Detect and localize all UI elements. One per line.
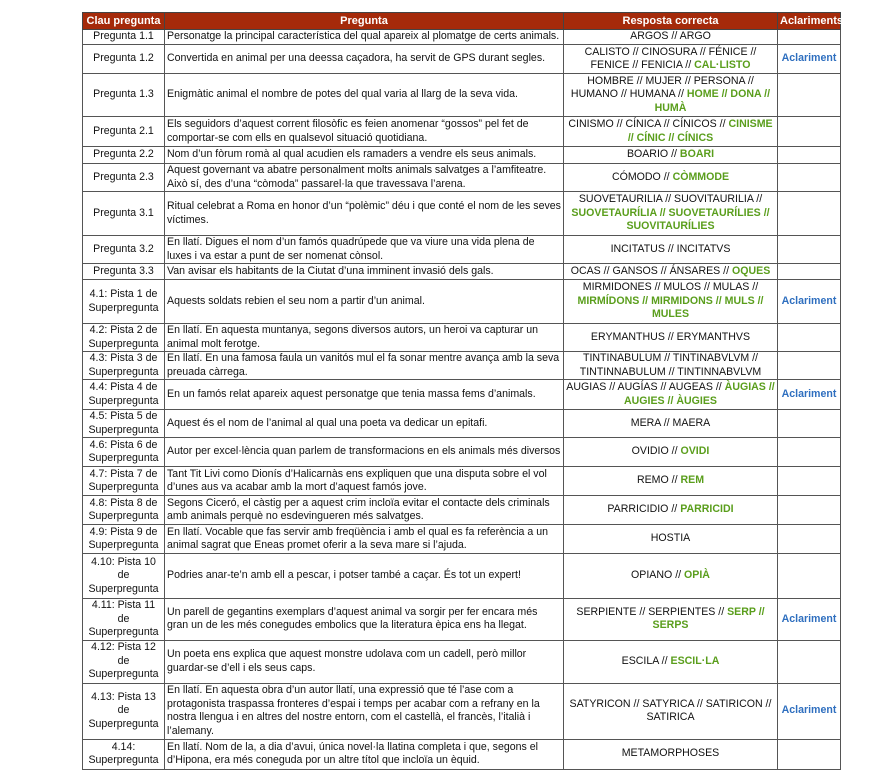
accepted-answer-text: REM	[680, 474, 705, 487]
answer-cell	[564, 467, 778, 496]
header-question: Pregunta	[165, 13, 564, 30]
answer-text: AUGIAS // AUGÍAS // AUGEAS //	[566, 381, 725, 393]
question-key: 4.2: Pista 2 de Superpregunta	[83, 324, 165, 352]
answer-cell	[564, 599, 778, 641]
notes-cell	[778, 683, 841, 739]
question-key: 4.12: Pista 12 de Superpregunta	[83, 640, 165, 683]
notes-cell	[778, 30, 841, 45]
notes-cell	[778, 147, 841, 164]
answer-text: SUOVETAURILIA // SUOVITAURILIA //	[578, 193, 763, 206]
question-text: Un parell de gegantins exemplars d’aquest animal va sorgir per fer encara més gran un de les més conegudes embolics que la literatura èpica ens ha llegat.	[165, 599, 564, 641]
answer-text: HOSTIA	[650, 532, 691, 545]
answer-cell	[564, 147, 778, 164]
question-text: En llatí. En aquesta muntanya, segons diversos autors, un heroi va capturar un animal molt ferotge.	[165, 324, 564, 352]
notes-cell	[778, 496, 841, 525]
question-text: En llatí. En aquesta obra d’un autor llatí, una expressió que té l’ase com a protagonista traspassa fronteres d’espai i temps per acabar com a refrany en la nostra llengua i en altres del nostre entorn, com el castellà, el francès, l’italià i l’alemany.	[165, 683, 564, 739]
answer-cell	[564, 525, 778, 554]
notes-cell	[778, 739, 841, 769]
aclariment-link[interactable]: Aclariment	[781, 52, 837, 65]
question-text: Aquests soldats rebien el seu nom a partir d’un animal.	[165, 280, 564, 324]
table-row	[83, 74, 841, 117]
answer-cell	[564, 45, 778, 74]
notes-cell	[778, 45, 841, 74]
table-row	[83, 30, 841, 45]
answer-cell	[564, 352, 778, 380]
table-row	[83, 264, 841, 280]
question-text: En llatí. En una famosa faula un vanitós mul el fa sonar mentre avança amb la seva preuada càrrega.	[165, 352, 564, 380]
aclariment-link[interactable]: Aclariment	[781, 612, 837, 625]
answer-text: MIRMIDONES // MULOS // MULAS //	[582, 281, 759, 294]
question-text: Enigmàtic animal el nombre de potes del qual varia al llarg de la seva vida.	[165, 74, 564, 117]
question-key: Pregunta 3.2	[83, 236, 165, 264]
table-row	[83, 117, 841, 147]
question-text: En un famós relat apareix aquest personatge que tenia massa fems d’animals.	[165, 380, 564, 410]
answer-text: MERA // MAERA	[630, 416, 711, 429]
accepted-answer-text: OVIDI	[680, 445, 710, 458]
table-row	[83, 410, 841, 438]
question-key: 4.10: Pista 10 de Superpregunta	[83, 554, 165, 599]
answer-cell	[564, 554, 778, 599]
notes-cell	[778, 164, 841, 192]
question-key: 4.3: Pista 3 de Superpregunta	[83, 352, 165, 380]
question-text: Aquest governant va abatre personalment molts animals salvatges a l’amfiteatre. Això sí, des d’una “còmoda” passarel·la que travessava l’arena.	[165, 164, 564, 192]
question-key: Pregunta 1.2	[83, 45, 165, 74]
answer-cell	[564, 30, 778, 45]
accepted-answer-text: CAL·LISTO	[694, 59, 751, 71]
question-text: Personatge la principal característica del qual apareix al plomatge de certs animals.	[165, 30, 564, 45]
answer-text: METAMORPHOSES	[621, 747, 720, 760]
table-row	[83, 554, 841, 599]
answer-text: CALISTO // CINOSURA // FÉNICE // FENICE // FENICIA //	[584, 45, 757, 71]
question-key: 4.5: Pista 5 de Superpregunta	[83, 410, 165, 438]
notes-cell	[778, 640, 841, 683]
table-row	[83, 467, 841, 496]
notes-cell	[778, 280, 841, 324]
table-row	[83, 280, 841, 324]
answer-cell	[564, 74, 778, 117]
question-text: En llatí. Digues el nom d’un famós quadrúpede que va viure una vida plena de luxes i va estar a punt de ser nomenat cònsol.	[165, 236, 564, 264]
question-key: Pregunta 2.2	[83, 147, 165, 164]
question-key: 4.4: Pista 4 de Superpregunta	[83, 380, 165, 410]
question-key: 4.7: Pista 7 de Superpregunta	[83, 467, 165, 496]
accepted-answer-text: OPIÀ	[684, 569, 710, 582]
question-text: Aquest és el nom de l’animal al qual una poeta va dedicar un epitafi.	[165, 410, 564, 438]
question-key: 4.9: Pista 9 de Superpregunta	[83, 525, 165, 554]
table-row	[83, 45, 841, 74]
answer-text: ESCILA //	[621, 654, 671, 667]
answer-cell	[564, 739, 778, 769]
question-key: 4.8: Pista 8 de Superpregunta	[83, 496, 165, 525]
answer-cell	[564, 380, 778, 410]
answer-text: ARGOS // ARGO	[630, 30, 711, 43]
notes-cell	[778, 467, 841, 496]
table-row	[83, 739, 841, 769]
notes-cell	[778, 380, 841, 410]
answer-text: INCITATUS // INCITATVS	[610, 242, 731, 255]
table-row	[83, 496, 841, 525]
header-notes: Aclariments	[778, 13, 841, 30]
question-text: Podries anar-te’n amb ell a pescar, i potser també a caçar. És tot un expert!	[165, 554, 564, 599]
notes-cell	[778, 438, 841, 467]
question-key: 4.1: Pista 1 de Superpregunta	[83, 280, 165, 324]
table-row	[83, 352, 841, 380]
question-text: Autor per excel·lència quan parlem de transformacions en els animals més diversos	[165, 438, 564, 467]
question-text: En llatí. Vocable que fas servir amb freqüència i amb el qual es fa referència a un animal sagrat que Eneas promet oferir a la seva mare si l’ajuda.	[165, 525, 564, 554]
question-key: 4.14: Superpregunta	[83, 739, 165, 769]
answer-text: ERYMANTHUS // ERYMANTHVS	[590, 330, 751, 343]
question-text: Nom d’un fòrum romà al qual acudien els ramaders a vendre els seus animals.	[165, 147, 564, 164]
answer-cell	[564, 164, 778, 192]
accepted-answer-text: ÀUGIAS // AUGIES // ÀUGIES	[623, 381, 775, 407]
accepted-answer-text: CINISME // CÍNIC // CÍNICS	[627, 118, 773, 144]
question-key: Pregunta 3.3	[83, 264, 165, 280]
notes-cell	[778, 525, 841, 554]
table-row	[83, 164, 841, 192]
accepted-answer-text: PARRICIDI	[680, 503, 734, 516]
answer-cell	[564, 117, 778, 147]
table-row	[83, 683, 841, 739]
accepted-answer-text: OQUES	[732, 264, 771, 277]
question-text: Un poeta ens explica que aquest monstre udolava com un cadell, però millor guardar-se d’ell i els seus caps.	[165, 640, 564, 683]
answer-text: OCAS // GANSOS // ÁNSARES //	[570, 264, 733, 277]
header-key: Clau pregunta	[83, 13, 165, 30]
notes-cell	[778, 74, 841, 117]
answers-table	[82, 12, 841, 770]
aclariment-link[interactable]: Aclariment	[781, 704, 837, 717]
answer-text: CÓMODO //	[611, 170, 673, 183]
table-row	[83, 599, 841, 641]
notes-cell	[778, 117, 841, 147]
answer-cell	[564, 264, 778, 280]
header-answer: Resposta correcta	[564, 13, 778, 30]
question-key: Pregunta 1.1	[83, 30, 165, 45]
answer-cell	[564, 683, 778, 739]
answer-text: REMO //	[636, 474, 681, 487]
notes-cell	[778, 264, 841, 280]
notes-cell	[778, 410, 841, 438]
answer-text: SATYRICON // SATYRICA // SATIRICON // SATIRICA	[569, 697, 772, 723]
table-row	[83, 236, 841, 264]
question-text: Segons Ciceró, el càstig per a aquest crim incloïa evitar el contacte dels criminals amb animals perquè no esdevingueren més salvatges.	[165, 496, 564, 525]
question-key: Pregunta 1.3	[83, 74, 165, 117]
accepted-answer-text: ESCIL·LA	[670, 654, 720, 667]
table-row	[83, 147, 841, 164]
question-key: 4.6: Pista 6 de Superpregunta	[83, 438, 165, 467]
question-text: Convertida en animal per una deessa caçadora, ha servit de GPS durant segles.	[165, 45, 564, 74]
answer-cell	[564, 640, 778, 683]
accepted-answer-text: CÒMMODE	[672, 170, 730, 183]
table-row	[83, 192, 841, 236]
question-text: Els seguidors d’aquest corrent filosòfic es feien anomenar “gossos” pel fet de comportar-se com ells en qualsevol situació quotidiana.	[165, 117, 564, 147]
question-text: Ritual celebrat a Roma en honor d’un “polèmic” déu i que conté el nom de les seves víctimes.	[165, 192, 564, 236]
question-key: Pregunta 3.1	[83, 192, 165, 236]
answer-text: PARRICIDIO //	[607, 503, 681, 516]
accepted-answer-text: MIRMÍDONS // MIRMIDONS // MULS // MULES	[577, 294, 764, 321]
question-key: 4.13: Pista 13 de Superpregunta	[83, 683, 165, 739]
answer-cell	[564, 280, 778, 324]
answer-text: CINISMO // CÍNICA // CÍNICOS //	[568, 118, 729, 130]
header-row	[83, 13, 841, 30]
aclariment-link[interactable]: Aclariment	[781, 387, 837, 400]
notes-cell	[778, 554, 841, 599]
notes-cell	[778, 192, 841, 236]
answer-text: OVIDIO //	[631, 445, 681, 458]
table-row	[83, 438, 841, 467]
answer-cell	[564, 496, 778, 525]
question-text: En llatí. Nom de la, a dia d’avui, única novel·la llatina completa i que, segons el d’Hipona, era més coneguda por un altre títol que incloïa un èquid.	[165, 739, 564, 769]
answer-cell	[564, 438, 778, 467]
answer-cell	[564, 236, 778, 264]
accepted-answer-text: BOARI	[679, 148, 715, 161]
notes-cell	[778, 236, 841, 264]
answer-cell	[564, 410, 778, 438]
question-text: Van avisar els habitants de la Ciutat d’una imminent invasió dels gals.	[165, 264, 564, 280]
table-row	[83, 640, 841, 683]
question-text: Tant Tit Livi como Dionís d’Halicarnàs ens expliquen que una disputa sobre el vol d’unes aus va acabar amb la mort d’aquest famós jove.	[165, 467, 564, 496]
notes-cell	[778, 599, 841, 641]
answer-text: SERPIENTE // SERPIENTES //	[576, 605, 728, 618]
question-key: Pregunta 2.1	[83, 117, 165, 147]
notes-cell	[778, 352, 841, 380]
answer-text: BOARIO //	[626, 148, 680, 161]
question-key: Pregunta 2.3	[83, 164, 165, 192]
answer-cell	[564, 192, 778, 236]
answer-cell	[564, 324, 778, 352]
accepted-answer-text: SUOVETAURÍLIA // SUOVETAURÍLIES // SUOVITAURÍLIES	[571, 206, 770, 233]
answer-text: HOMBRE // MUJER // PERSONA // HUMANO // HUMANA //	[570, 74, 754, 101]
notes-cell	[778, 324, 841, 352]
answer-text: TINTINABULUM // TINTINABVLVM // TINTINNABULUM // TINTINNABVLVM	[579, 352, 762, 378]
table-row	[83, 324, 841, 352]
accepted-answer-text: SERP // SERPS	[652, 605, 765, 632]
question-key: 4.11: Pista 11 de Superpregunta	[83, 599, 165, 641]
answer-text: OPIANO //	[631, 569, 685, 582]
table-row	[83, 525, 841, 554]
table-row	[83, 380, 841, 410]
aclariment-link[interactable]: Aclariment	[781, 294, 837, 307]
accepted-answer-text: HOME // DONA // HUMÀ	[654, 88, 771, 114]
